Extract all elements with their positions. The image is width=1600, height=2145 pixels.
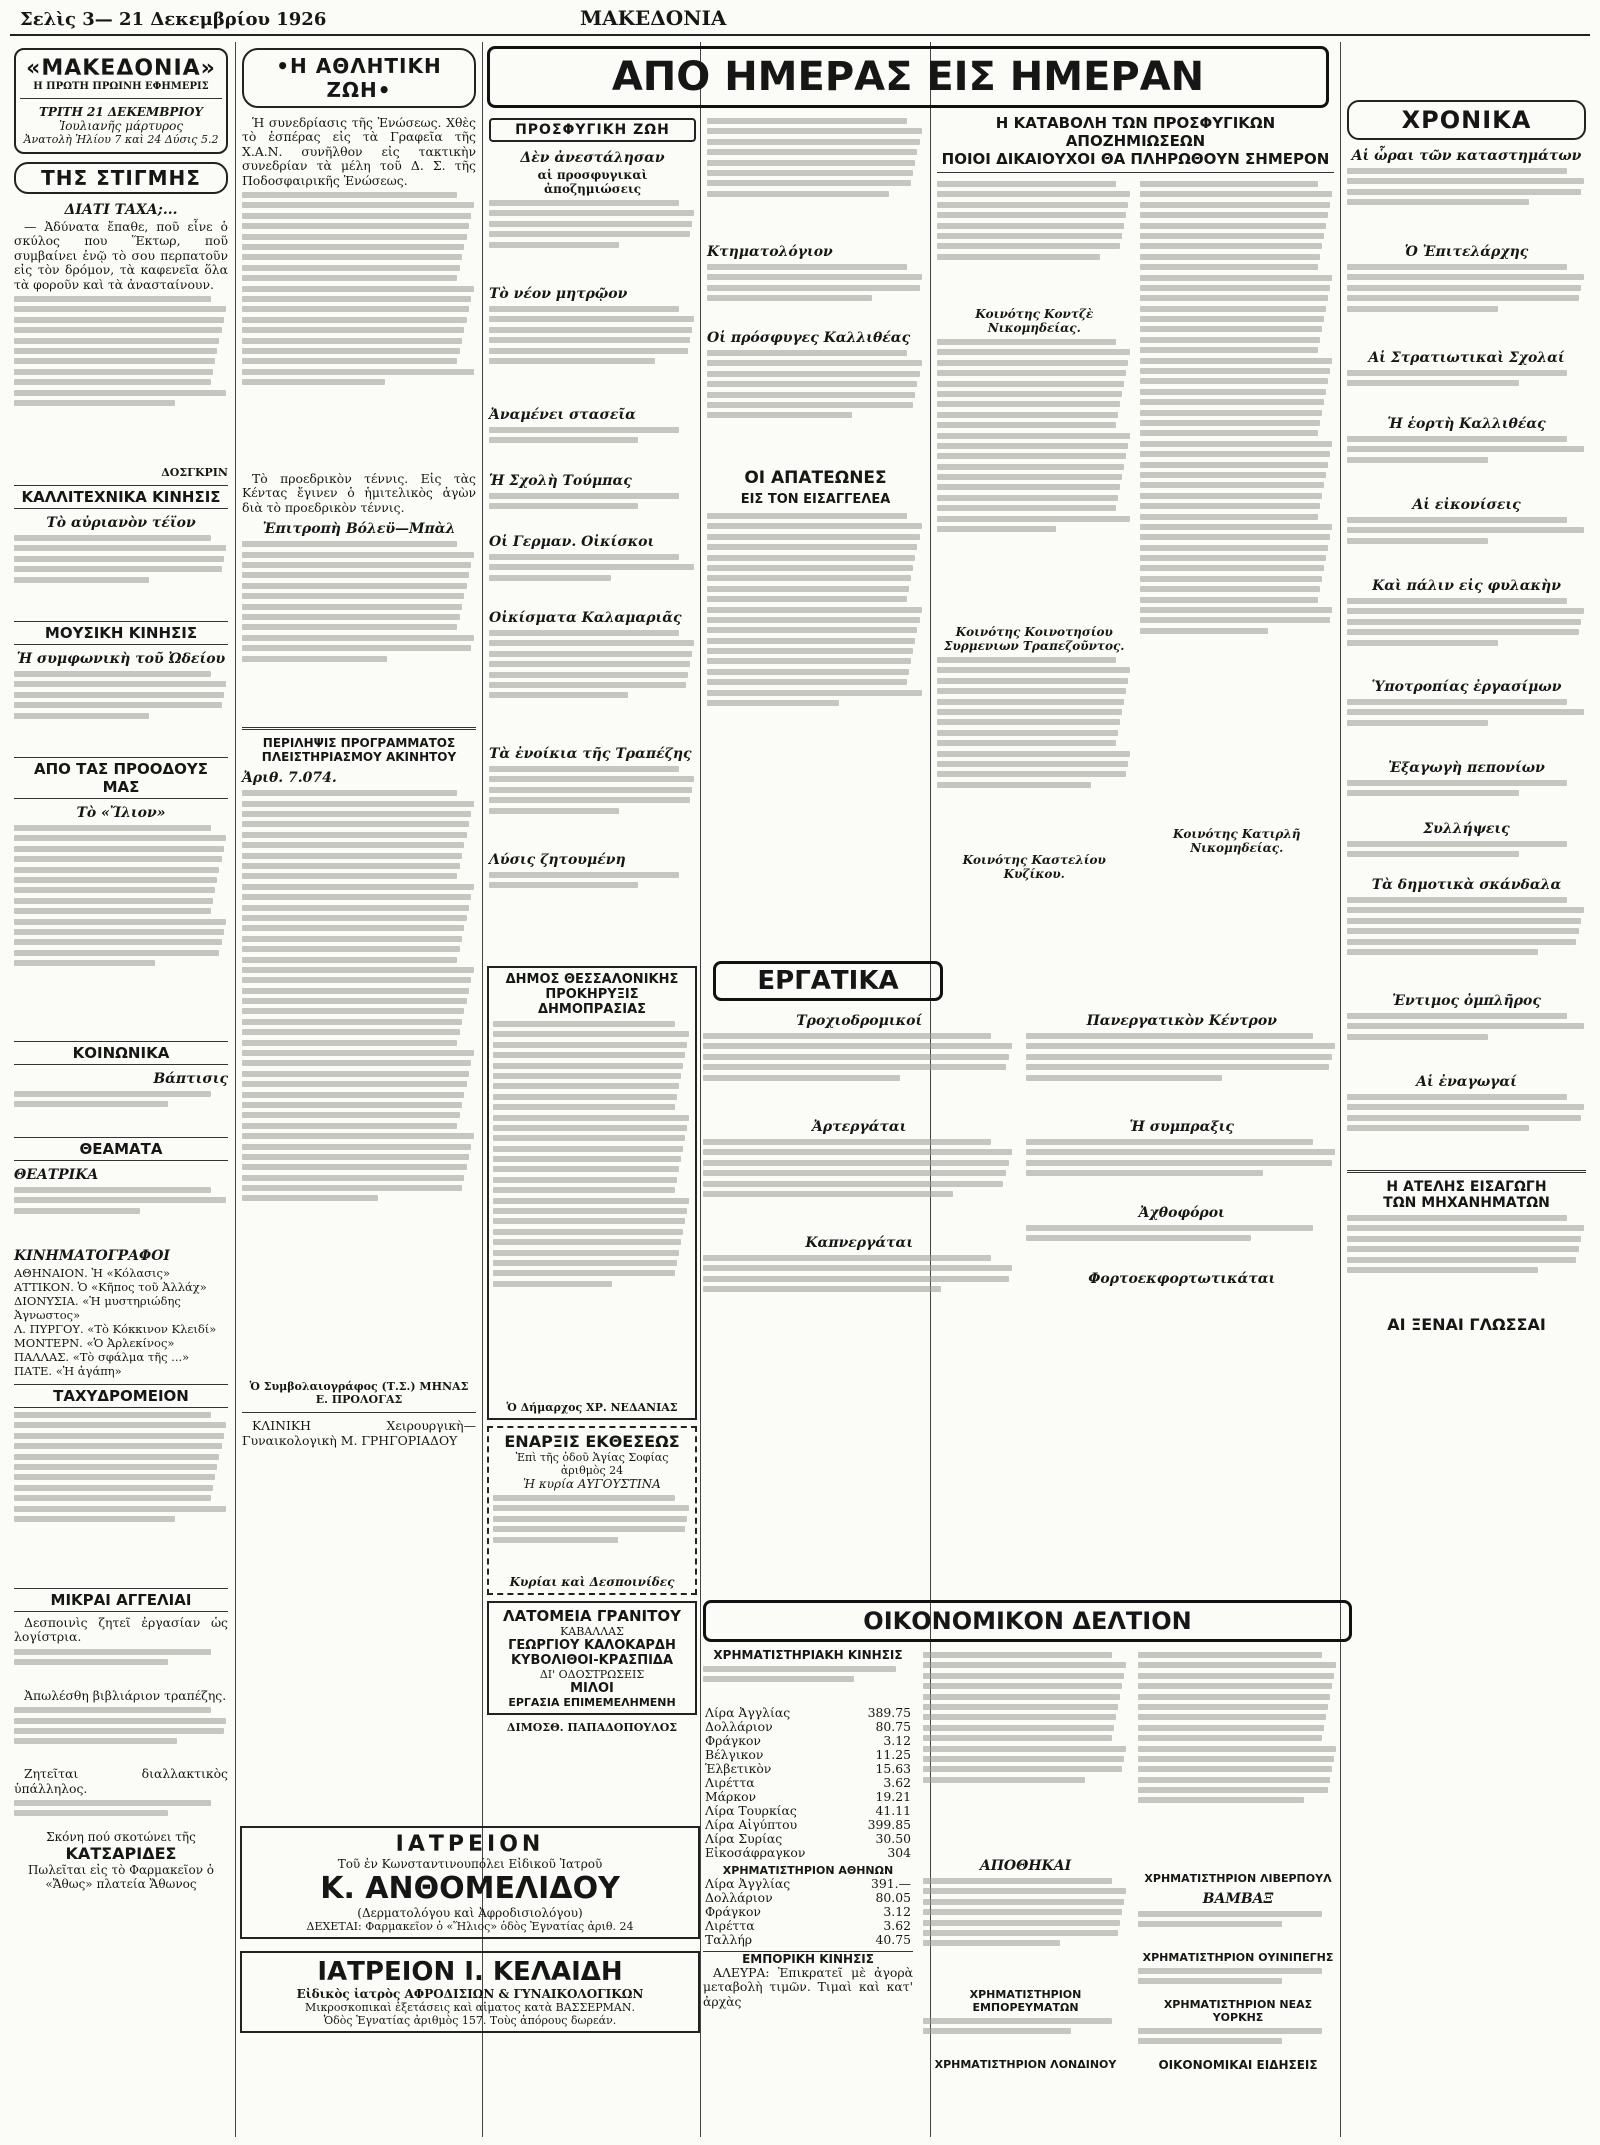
rate-value: 80.05 — [875, 1890, 911, 1905]
stigmi-body — [14, 296, 228, 466]
rate-label: Ἑλβετικὸν — [705, 1761, 772, 1776]
economy-right — [1138, 1648, 1338, 2072]
ekthesis-who: Ἡ κυρία ΑΥΓΟΥΣΤΙΝΑ — [523, 1477, 661, 1491]
refugee-body — [937, 657, 1132, 847]
refugee-heading-1: Η ΚΑΤΑΒΟΛΗ ΤΩΝ ΠΡΟΣΦΥΓΙΚΩΝ ΑΠΟΖΗΜΙΩΣΕΩΝ — [995, 114, 1276, 150]
rate-label: Λίρα Τουρκίας — [705, 1803, 797, 1818]
demos-title: ΔΗΜΟΣ ΘΕΣΣΑΛΟΝΙΚΗΣ ΠΡΟΚΗΡΥΞΙΣ ΔΗΜΟΠΡΑΣΙΑΣ — [505, 972, 679, 1017]
theamata-heading: ΘΕΑΜΑΤΑ — [14, 1137, 228, 1161]
list-item: ΠΑΛΛΑΣ. «Τὸ σφάλμα τῆς ...» — [14, 1350, 190, 1365]
list-item: ΜΟΝΤΕΡΝ. «Ὁ Ἀρλεκίνος» — [14, 1336, 175, 1351]
economy-left — [703, 1648, 913, 2072]
rate-value: 304 — [887, 1845, 911, 1860]
koinonika-sub: Βάπτισις — [153, 1071, 228, 1088]
masthead-box — [14, 48, 228, 154]
liverpool-title: ΧΡΗΜΑΤΙΣΤΗΡΙΟΝ ΛΙΒΕΡΠΟΥΛ — [1144, 1872, 1332, 1885]
ekthesis-addr: Ἐπὶ τῆς ὁδοῦ Ἁγίας Σοφίας ἀριθμὸς 24 — [515, 1451, 669, 1477]
sub-heading: Αἱ ἐναγωγαί — [1416, 1074, 1517, 1090]
refugee-body — [937, 339, 1132, 619]
ergatika-body — [703, 1255, 1016, 1315]
athens-table — [703, 1877, 913, 1947]
rate-value: 41.11 — [875, 1803, 911, 1818]
classified-body — [14, 1707, 228, 1767]
prodos-body — [14, 825, 228, 1035]
classified: Δεσποινὶς ζητεῖ ἐργασίαν ὡς λογίστρια. — [14, 1615, 228, 1645]
winnipeg-title: ΧΡΗΜΑΤΙΣΤΗΡΙΟΝ ΟΥΙΝΙΠΕΓΗΣ — [1142, 1951, 1334, 1964]
economy-middle — [923, 1648, 1128, 2072]
economy-title: ΟΙΚΟΝΟΜΙΚΟΝ ΔΕΛΤΙΟΝ — [703, 1600, 1352, 1642]
ergatika-body — [1026, 1033, 1339, 1113]
sub-heading: Ὁ Ἐπιτελάρχης — [1404, 244, 1529, 260]
sub-heading: Ἡ συμπραξις — [1129, 1119, 1234, 1135]
rate-value: 40.75 — [875, 1932, 911, 1947]
rate-value: 389.75 — [867, 1705, 911, 1720]
rate-label: Δολλάριον — [705, 1890, 773, 1905]
ekthesis-title: ΕΝΑΡΞΙΣ ΕΚΘΕΣΕΩΣ — [504, 1432, 680, 1451]
latomeia-title: ΛΑΤΟΜΕΙΑ ΓΡΑΝΙΤΟΥ — [503, 1607, 681, 1625]
refugee-list-right — [1140, 177, 1335, 883]
table-row — [703, 1748, 913, 1762]
ergatika-body — [1026, 1139, 1339, 1199]
athletic-tennis: Τὸ προεδρικὸν τέννις. Εἰς τὰς Κέντας ἔγινεν ὁ ἡμιτελικὸς ἀγὼν διὰ τὸ προεδρικὸν τέννις. — [242, 471, 476, 515]
economy-section — [703, 1600, 1588, 2140]
sub-heading: Τὸ νέον μητρῷον — [489, 286, 628, 302]
athens-title: ΧΡΗΜΑΤΙΣΤΗΡΙΟΝ ΑΘΗΝΩΝ — [722, 1864, 894, 1877]
classified-body — [14, 1800, 228, 1830]
column-3b — [703, 114, 928, 955]
ateleia-body — [1347, 1215, 1586, 1315]
page-date: Σελὶς 3— 21 Δεκεμβρίου 1926 — [20, 9, 327, 30]
latomeia-product: ΔΙ' ΟΔΟΣΤΡΩΣΕΙΣ — [539, 1668, 645, 1681]
rate-value: 3.12 — [883, 1733, 911, 1748]
table-row — [703, 1804, 913, 1818]
rate-value: 15.63 — [875, 1761, 911, 1776]
sub-heading: Τροχιοδρομικοί — [796, 1013, 923, 1029]
iatreion-spec: (Δερματολόγου καὶ Ἀφροδισιολόγου) — [357, 1906, 583, 1920]
ergatika-body — [703, 1033, 1016, 1113]
rate-label: Ταλλήρ — [705, 1932, 753, 1947]
refugee-list-left — [937, 177, 1132, 883]
kelaidi-addr: Ὁδὸς Ἐγνατίας ἀριθμὸς 157. Τοὺς ἀπόρους δωρεάν. — [323, 2014, 617, 2027]
scholi-body — [489, 493, 696, 528]
lower-ads — [487, 960, 697, 1734]
table-row — [703, 1832, 913, 1846]
xenai-glossai-title: ΑΙ ΞΕΝΑΙ ΓΛΩΣΣΑΙ — [1387, 1315, 1546, 1334]
sub-heading: Ἡ Σχολὴ Τούμπας — [489, 473, 632, 489]
refugee-body — [1140, 181, 1335, 821]
sub-heading: Κτηματολόγιον — [707, 244, 833, 260]
prosf-title: ΠΡΟΣΦΥΓΙΚΗ ΖΩΗ — [515, 122, 670, 138]
ergatika-right — [1026, 1007, 1339, 1315]
iatreion-ad — [240, 1820, 700, 2039]
fx-title: ΧΡΗΜΑΤΙΣΤΗΡΙΑΚΗ ΚΙΝΗΣΙΣ — [713, 1648, 903, 1662]
masthead-tagline: Η ΠΡΩΤΗ ΠΡΩΙΝΗ ΕΦΗΜΕΡΙΣ — [33, 81, 209, 92]
rate-value: 30.50 — [875, 1831, 911, 1846]
economy-body — [1138, 1968, 1338, 1998]
kallitexnika-heading: ΚΑΛΛΙΤΕΧΝΙΚΑ ΚΙΝΗΣΙΣ — [14, 485, 228, 509]
sub-heading: Ἀχθοφόροι — [1138, 1205, 1225, 1221]
athletic-header: •Η ΑΘΛΗΤΙΚΗ ΖΩΗ• — [276, 54, 442, 102]
table-row — [703, 1919, 913, 1933]
volley-title: Ἐπιτροπὴ Βόλεϋ—Μπὰλ — [262, 521, 456, 538]
sub-heading: Ἐξαγωγὴ πεπονίων — [1388, 760, 1545, 776]
mousiki-sub: Ἡ συμφωνικὴ τοῦ Ὠδείου — [16, 651, 226, 668]
community-heading: Κοινότης Καστελίου Κυζίκου. — [962, 853, 1106, 881]
ny-title: ΧΡΗΜΑΤΙΣΤΗΡΙΟΝ ΝΕΑΣ ΥΟΡΚΗΣ — [1163, 1998, 1313, 2024]
london-title: ΧΡΗΜΑΤΙΣΤΗΡΙΟΝ ΛΟΝΔΙΝΟΥ — [934, 2058, 1117, 2071]
sub-heading: Πανεργατικὸν Κέντρον — [1086, 1013, 1277, 1029]
ergatika-left — [703, 1007, 1016, 1315]
rate-value: 80.75 — [875, 1719, 911, 1734]
column-3 — [485, 114, 700, 955]
masthead-sun: Ἀνατολὴ Ἡλίου 7 καὶ 24 Δύσις 5.2 — [23, 133, 219, 146]
sub-heading: Αἱ Στρατιωτικαὶ Σχολαί — [1368, 350, 1565, 366]
kelaidi-spec: Εἰδικὸς ἰατρὸς ΑΦΡΟΔΙΣΙΩΝ & ΓΥΝΑΙΚΟΛΟΓΙΚΩΝ — [296, 1987, 644, 2001]
table-row — [703, 1734, 913, 1748]
xronika-body — [1347, 370, 1586, 410]
column-5 — [1343, 44, 1590, 1585]
demos-body — [493, 1021, 691, 1401]
ergatika-body — [703, 1139, 1016, 1229]
rate-value: 399.85 — [867, 1817, 911, 1832]
rate-label: Βέλγικον — [705, 1747, 764, 1762]
rate-value: 391.— — [871, 1876, 911, 1891]
masthead-date: ΤΡΙΤΗ 21 ΔΕΚΕΜΒΡΙΟΥ — [38, 105, 203, 119]
economy-body — [1138, 1652, 1338, 1872]
apatesones-body — [707, 513, 924, 793]
list-item: ΑΘΗΝΑΙΟΝ. Ἡ «Κόλασις» — [14, 1266, 170, 1281]
table-row — [703, 1877, 913, 1891]
rate-label: Δολλάριον — [705, 1719, 773, 1734]
rate-label: Μάρκον — [705, 1789, 757, 1804]
mikrai-heading: ΜΙΚΡΑΙ ΑΓΓΕΛΙΑΙ — [14, 1588, 228, 1612]
rate-value: 3.12 — [883, 1904, 911, 1919]
fx-table — [703, 1706, 913, 1860]
latomeia-place: ΚΑΒΑΛΛΑΣ — [560, 1625, 624, 1638]
iatreion-title: ΙΑΤΡΕΙΟΝ — [395, 1832, 545, 1857]
rate-label: Λίρα Συρίας — [705, 1831, 783, 1846]
sub-heading: Καὶ πάλιν εἰς φυλακὴν — [1372, 578, 1561, 594]
latomeia-product: ΚΥΒΟΛΙΘΟΙ-ΚΡΑΣΠΙΔΑ — [510, 1653, 674, 1668]
sub-heading: Λύσις ζητουμένη — [489, 852, 626, 868]
table-row — [703, 1790, 913, 1804]
stigmi-subtitle: ΔΙΑΤΙ ΤΑΧΑ;... — [64, 202, 178, 218]
economy-body — [923, 1878, 1128, 1988]
sub-heading: Οἰκίσματα Καλαμαριᾶς — [489, 610, 682, 626]
stigmi-signature: ΔΟΣΓΚΡΙΝ — [161, 466, 228, 480]
prodos-sub: Τὸ «Ἴλιον» — [76, 805, 166, 822]
list-item: ΑΤΤΙΚΟΝ. Ὁ «Κῆπος τοῦ Ἀλλάχ» — [14, 1280, 207, 1295]
mousiki-heading: ΜΟΥΣΙΚΗ ΚΙΝΗΣΙΣ — [14, 621, 228, 645]
refugee-heading-2: ΠΟΙΟΙ ΔΙΚΑΙΟΥΧΟΙ ΘΑ ΠΛΗΡΩΘΟΥΝ ΣΗΜΕΡΟΝ — [937, 150, 1334, 173]
trapezis-body — [489, 766, 696, 846]
taxydromeion-body — [14, 1412, 228, 1582]
theatrika-body — [14, 1187, 228, 1242]
list-item: Λ. ΠΥΡΓΟΥ. «Τὸ Κόκκινον Κλειδί» — [14, 1322, 217, 1337]
list-item: ΔΙΟΝΥΣΙΑ. «Ἡ μυστηριώδης Ἀγνωστος» — [14, 1294, 181, 1323]
katsaridia-line: Πωλεῖται εἰς τὸ Φαρμακεῖον ὁ «Ἄθως» πλατεία Ἄθωνος — [27, 1863, 215, 1892]
program-body — [242, 790, 476, 1380]
iatreion-info: ΔΕΧΕΤΑΙ: Φαρμακεῖον ὁ «Ἥλιος» ὁδὸς Ἐγνατίας ἀριθ. 24 — [306, 1920, 634, 1933]
klinic-ad: ΚΛΙΝΙΚΗ Χειρουργικὴ—Γυναικολογικὴ Μ. ΓΡΗΓΟΡΙΑΔΟΥ — [242, 1418, 476, 1448]
xronika-body — [1347, 841, 1586, 871]
program-signature: Ὁ Συμβολαιογράφος (Τ.Σ.) ΜΗΝΑΣ Ε. ΠΡΟΛΟΓΑΣ — [249, 1380, 469, 1407]
iatreion-line: Τοῦ ἐν Κωνσταντινουπόλει Εἰδικοῦ Ἰατροῦ — [337, 1857, 603, 1871]
rate-label: Λιρέττα — [705, 1918, 755, 1933]
rate-label: Φράγκον — [705, 1733, 761, 1748]
latomeia-product: ΜΙΛΟΙ — [570, 1681, 614, 1696]
latomeia-name: ΓΕΩΡΓΙΟΥ ΚΑΛΟΚΑΡΔΗ — [508, 1638, 676, 1653]
ekthesis-body — [493, 1495, 691, 1575]
iatreion-name: Κ. ΑΝΘΟΜΕΛΙΔΟΥ — [320, 1871, 620, 1906]
kallitexnika-sub: Τὸ αὐριανὸν τέϊον — [46, 515, 196, 532]
latomeia-note: ΕΡΓΑΣΙΑ ΕΠΙΜΕΜΕΛΗΜΕΝΗ — [508, 1696, 676, 1709]
ergatika-title: ΕΡΓΑΤΙΚΑ — [713, 961, 943, 1001]
xronika-body — [1347, 264, 1586, 344]
stigmi-title: ΤΗΣ ΣΤΙΓΜΗΣ — [41, 166, 201, 190]
xronika-title: ΧΡΟΝΙΚΑ — [1401, 106, 1532, 134]
program-number: Ἀριθ. 7.074. — [242, 770, 337, 787]
apatesones-2: ΕΙΣ ΤΟΝ ΕΙΣΑΓΓΕΛΕΑ — [740, 492, 891, 507]
table-row — [703, 1762, 913, 1776]
fx-body — [703, 1666, 913, 1706]
ergatika-body — [1026, 1225, 1339, 1265]
bambax-heading: ΒΑΜΒΑΞ — [1202, 1891, 1274, 1907]
xronika-body — [1347, 436, 1586, 491]
anamenei-body — [489, 427, 696, 467]
masthead-title: «ΜΑΚΕΔΟΝΙΑ» — [26, 56, 216, 81]
katsaridia-line: Σκόνη πού σκοτώνει τῆς — [46, 1830, 196, 1845]
prosf-title-box — [489, 118, 696, 142]
katsaridia-title: ΚΑΤΣΑΡΙΔΕΣ — [65, 1844, 177, 1864]
kelaidi-info: Μικροσκοπικαὶ ἐξετάσεις καὶ αἱματος κατὰ ΒΑΣΣΕΡΜΑΝ. — [304, 2001, 635, 2014]
xronika-body — [1347, 699, 1586, 754]
sub-heading: Ἐντιμος ὀμπλῆρος — [1392, 993, 1541, 1009]
sub-heading: Φορτοεκφορτωτικάται — [1088, 1271, 1276, 1287]
col3b-body — [707, 118, 924, 238]
rate-value: 19.21 — [875, 1789, 911, 1804]
economy-body — [1138, 2028, 1338, 2058]
sub-heading: Τὰ ἐνοίκια τῆς Τραπέζης — [489, 746, 692, 762]
community-heading: Κοινότης Κοινοτησίου Συρμενιων Τραπεζοῦντος. — [944, 625, 1125, 653]
cinema-list — [14, 1266, 228, 1378]
rate-label: Λίρα Αἰγύπτου — [705, 1817, 798, 1832]
ateleia-title-2: ΤΩΝ ΜΗΧΑΝΗΜΑΤΩΝ — [1383, 1195, 1550, 1211]
koinonika-heading: ΚΟΙΝΩΝΙΚΑ — [14, 1041, 228, 1065]
athletic-header-box — [242, 48, 476, 108]
refugee-body — [937, 181, 1132, 301]
kelaidi-title: ΙΑΤΡΕΙΟΝ Ι. ΚΕΛΑΙΔΗ — [317, 1957, 623, 1987]
masthead-calendar: Ἰουλιανῆς μάρτυρος — [58, 119, 184, 133]
apatesones-1: ΟΙ ΑΠΑΤΕΩΝΕΣ — [744, 468, 887, 488]
germ-body — [489, 554, 696, 604]
table-row — [703, 1706, 913, 1720]
kallithea-body — [707, 350, 924, 460]
mousiki-body — [14, 671, 228, 751]
sub-heading: Ἡ ἑορτὴ Καλλιθέας — [1387, 416, 1546, 432]
rate-value: 3.62 — [883, 1775, 911, 1790]
xronika-body — [1347, 517, 1586, 572]
stigmi-box — [14, 162, 228, 194]
classified-body — [14, 1649, 228, 1689]
latomeia-addr: ΔΙΜΟΣΘ. ΠΑΠΑΔΟΠΟΥΛΟΣ — [506, 1721, 678, 1734]
classified: Ἀπωλέσθη βιβλιάριον τραπέζης. — [24, 1687, 227, 1703]
xronika-body — [1347, 598, 1586, 673]
xronika-box — [1347, 100, 1586, 140]
community-heading: Κοινότης Κοντζὲ Νικομηδείας. — [975, 307, 1094, 335]
taxydromeion-heading: ΤΑΧΥΔΡΟΜΕΙΟΝ — [14, 1384, 228, 1408]
rate-label: Λίρα Ἀγγλίας — [705, 1876, 791, 1891]
mitroon-body — [489, 306, 696, 401]
empor-title: ΧΡΗΜΑΤΙΣΤΗΡΙΟΝ ΕΜΠΟΡΕΥΜΑΤΩΝ — [969, 1988, 1082, 2014]
column-4 — [933, 114, 1338, 945]
xronika-body — [1347, 1094, 1586, 1164]
running-head — [10, 6, 1590, 36]
theatrika-heading: ΘΕΑΤΡΙΚΑ — [14, 1167, 99, 1184]
rate-label: Λιρέττα — [705, 1775, 755, 1790]
xronika-body — [1347, 780, 1586, 815]
prosf-sub2: αἱ προσφυγικαὶ ἀποζημιώσεις — [537, 168, 648, 196]
table-row — [703, 1846, 913, 1860]
sub-heading: Συλλήψεις — [1423, 821, 1510, 837]
sub-heading: Ἀναμένει στασεῖα — [489, 407, 636, 423]
sub-heading: Καπνεργάται — [805, 1235, 914, 1251]
athletic-article: Ἡ συνεδρίασις τῆς Ἑνώσεως. Χθὲς τὸ ἑσπέρας εἰς τὰ Γραφεῖα τῆς Χ.Α.Ν. συνῆλθον εἰς τακτικὴν συνεδρίαν τὰ μέλη τοῦ Δ. Σ. τῆς Ποδοσφαιρικῆς Ἑνώσεως. — [242, 115, 476, 188]
xronika-body — [1347, 1013, 1586, 1068]
rate-label: Λίρα Ἀγγλίας — [705, 1705, 791, 1720]
table-row — [703, 1891, 913, 1905]
ktimatologion-body — [707, 264, 924, 324]
sub-heading: Ὑποτροπίας ἐργασίμων — [1371, 679, 1562, 695]
kinimatografoi-heading: ΚΙΝΗΜΑΤΟΓΡΑΦΟΙ — [14, 1248, 170, 1265]
prosf-body — [489, 200, 696, 280]
newspaper-name: ΜΑΚΕΔΟΝΙΑ — [579, 6, 727, 30]
column-rule — [700, 42, 701, 2137]
athletic-body — [242, 192, 476, 472]
list-item: ΠΑΤΕ. «Ἡ ἀγάπη» — [14, 1364, 122, 1379]
sub-heading: ΑΠΟΘΗΚΑΙ — [979, 1858, 1072, 1874]
column-rule — [235, 42, 236, 2137]
demos-signature: Ὁ Δήμαρχος ΧΡ. ΝΕΔΑΝΙΑΣ — [506, 1401, 678, 1414]
trade-line: ΑΛΕΥΡΑ: Ἐπικρατεῖ μὲ ἀγορὰ μεταβολὴ τιμῶν. Τιμαὶ καὶ κατ' ἀρχὰς — [703, 1965, 913, 2009]
economy-body — [923, 2018, 1128, 2058]
sub-heading: Αἱ εἰκονίσεις — [1412, 497, 1521, 513]
kallitexnika-body — [14, 535, 228, 615]
rate-label: Φράγκον — [705, 1904, 761, 1919]
lysis-body — [489, 872, 696, 902]
oik-eidiseis-title: ΟΙΚΟΝΟΜΙΚΑΙ ΕΙΔΗΣΕΙΣ — [1158, 2058, 1318, 2072]
prosf-sub1: Δὲν ἀνεστάλησαν — [520, 150, 665, 166]
sub-heading: Αἱ ὧραι τῶν καταστημάτων — [1351, 148, 1582, 164]
koinonika-body — [14, 1091, 228, 1131]
community-heading: Κοινότης Κατιρλῆ Νικομηδείας. — [1172, 827, 1301, 855]
table-row — [703, 1720, 913, 1734]
xronika-body — [1347, 168, 1586, 238]
table-row — [703, 1933, 913, 1947]
xronika-body — [1347, 897, 1586, 987]
ekthesis-sign: Κυρίαι καὶ Δεσποινίδες — [509, 1575, 675, 1589]
oikismata-body — [489, 630, 696, 740]
economy-body — [923, 1652, 1128, 1852]
program-title: ΠΕΡΙΛΗΨΙΣ ΠΡΟΓΡΑΜΜΑΤΟΣ ΠΛΕΙΣΤΗΡΙΑΣΜΟΥ ΑΚΙΝΗΤΟΥ — [261, 736, 457, 765]
column-1 — [10, 44, 232, 2137]
trade-title: ΕΜΠΟΡΙΚΗ ΚΙΝΗΣΙΣ — [703, 1951, 913, 1966]
sub-heading: Οἱ Γερμαν. Οἰκίσκοι — [489, 534, 655, 550]
economy-body — [1138, 1911, 1338, 1951]
prodos-heading: ΑΠΟ ΤΑΣ ΠΡΟΟΔΟΥΣ ΜΑΣ — [14, 757, 228, 799]
katsaridia-ad — [14, 1830, 228, 1891]
classified: Ζητεῖται διαλλακτικὸς ὑπάλληλος. — [14, 1766, 228, 1796]
volley-body — [242, 541, 476, 721]
sub-heading: Ἀρτεργάται — [812, 1119, 907, 1135]
sub-heading: Οἱ πρόσφυγες Καλλιθέας — [707, 330, 911, 346]
banner-title: ΑΠΟ ΗΜΕΡΑΣ ΕΙΣ ΗΜΕΡΑΝ — [487, 46, 1329, 108]
table-row — [703, 1776, 913, 1790]
table-row — [703, 1818, 913, 1832]
rate-label: Εἰκοσάφραγκον — [705, 1845, 806, 1860]
sub-heading: Τὰ δημοτικὰ σκάνδαλα — [1371, 877, 1562, 893]
ergatika-section — [703, 955, 1338, 1385]
rate-value: 3.62 — [883, 1918, 911, 1933]
ateleia-title-1: Η ΑΤΕΛΗΣ ΕΙΣΑΓΩΓΗ — [1386, 1179, 1547, 1195]
rate-value: 11.25 — [875, 1747, 911, 1762]
table-row — [703, 1905, 913, 1919]
stigmi-text: — Ἀδύνατα ἔπαθε, ποῦ εἶνε ὁ σκύλος που Ἕκτωρ, ποῦ συμβαίνει ἐνῷ τὸ σου περπατοῦν εἰς τὸν δρόμον, τὰ καφενεῖα ὅλα τὰ φοροῦν καὶ τὰ ἀνασταίνουν. — [14, 219, 228, 292]
